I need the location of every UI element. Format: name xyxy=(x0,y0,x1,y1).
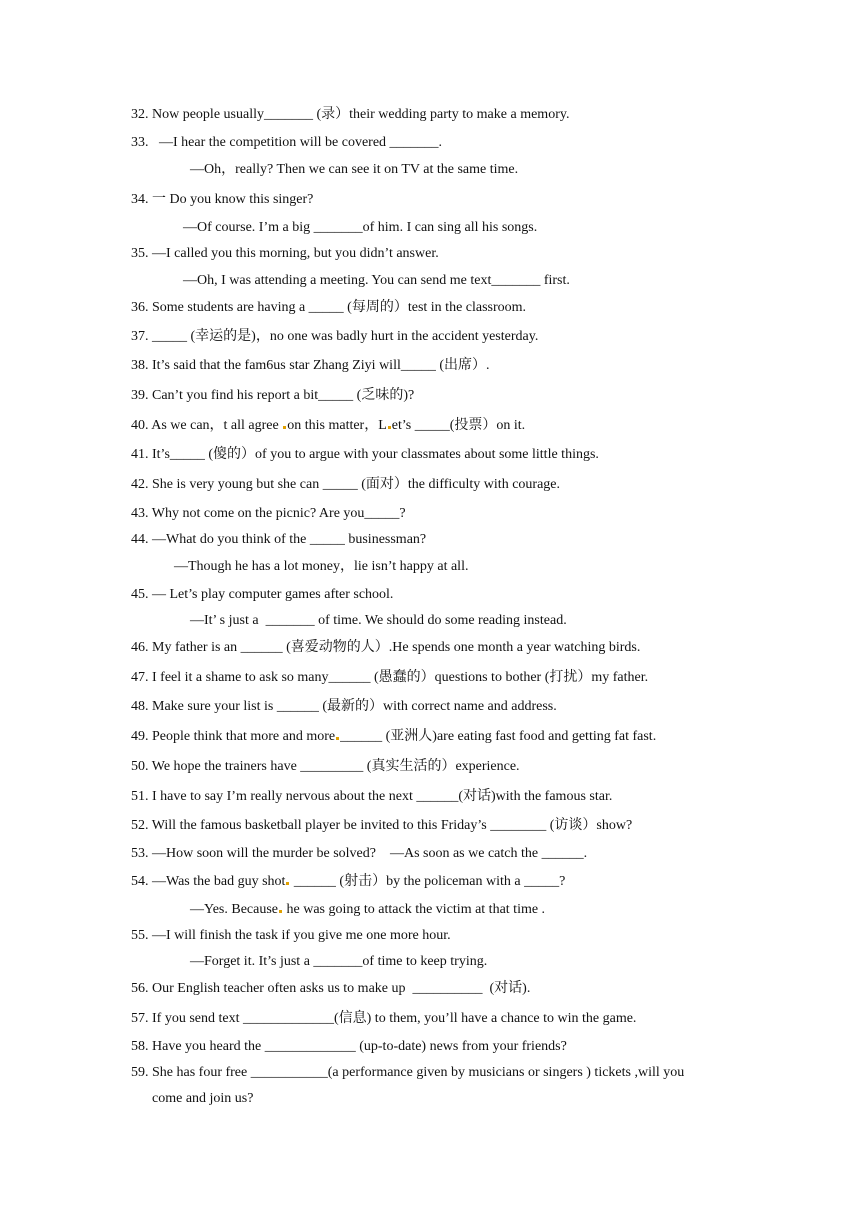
question-33-reply: —Oh，really? Then we can see it on TV at the same time. xyxy=(190,162,519,177)
question-37: 37. _____ (幸运的是)，no one was badly hurt in the accident yesterday. xyxy=(131,329,539,344)
question-39: 39. Can’t you find his report a bit_____ (乏味的)? xyxy=(131,388,415,403)
question-59-continued: come and join us? xyxy=(152,1091,254,1106)
question-52: 52. Will the famous basketball player be invited to this Friday’s ________ (访谈）show? xyxy=(131,818,633,833)
question-57: 57. If you send text _____________(信息) to them, you’ll have a chance to win the game. xyxy=(131,1011,637,1026)
question-36: 36. Some students are having a _____ (每周的）test in the classroom. xyxy=(131,300,527,315)
question-49: 49. People think that more and more ______ (亚洲人)are eating fast food and getting fat fast. xyxy=(131,729,657,744)
question-43: 43. Why not come on the picnic? Are you_____? xyxy=(131,506,406,521)
question-44: 44. —What do you think of the _____ businessman? xyxy=(131,532,427,547)
question-34-reply: —Of course. I’m a big _______of him. I can sing all his songs. xyxy=(183,220,538,235)
question-56: 56. Our English teacher often asks us to make up __________ (对话). xyxy=(131,981,531,996)
question-54: 54. —Was the bad guy shot ______ (射击）by the policeman with a _____? xyxy=(131,874,566,889)
question-46: 46. My father is an ______ (喜爱动物的人）.He spends one month a year watching birds. xyxy=(131,640,641,655)
highlight-mark xyxy=(336,737,339,740)
question-45-reply: —It’ s just a _______ of time. We should do some reading instead. xyxy=(190,613,567,628)
question-59: 59. She has four free ___________(a performance given by musicians or singers ) tickets ,will you xyxy=(131,1065,685,1080)
question-53: 53. —How soon will the murder be solved? —As soon as we catch the ______. xyxy=(131,846,588,861)
question-50: 50. We hope the trainers have _________ (真实生活的）experience. xyxy=(131,759,520,774)
question-35-reply: —Oh, I was attending a meeting. You can send me text_______ first. xyxy=(183,273,570,288)
question-41: 41. It’s_____ (傻的）of you to argue with your classmates about some little things. xyxy=(131,447,599,462)
question-55-reply: —Forget it. It’s just a _______of time to keep trying. xyxy=(190,954,488,969)
question-47: 47. I feel it a shame to ask so many______ (愚蠢的）questions to bother (打扰）my father. xyxy=(131,670,649,685)
highlight-mark xyxy=(286,882,289,885)
question-48: 48. Make sure your list is ______ (最新的）with correct name and address. xyxy=(131,699,557,714)
question-35: 35. —I called you this morning, but you didn’t answer. xyxy=(131,246,439,261)
question-51: 51. I have to say I’m really nervous about the next ______(对话)with the famous star. xyxy=(131,789,613,804)
question-44-reply: —Though he has a lot money，lie isn’t happy at all. xyxy=(174,559,469,574)
question-38: 38. It’s said that the fam6us star Zhang Ziyi will_____ (出席）. xyxy=(131,358,490,373)
question-54-reply: —Yes. Because he was going to attack the victim at that time . xyxy=(190,902,546,917)
highlight-mark xyxy=(283,426,286,429)
highlight-mark xyxy=(279,910,282,913)
question-42: 42. She is very young but she can _____ (面对）the difficulty with courage. xyxy=(131,477,560,492)
question-40: 40. As we can，t all agree on this matter，L et’s _____(投票）on it. xyxy=(131,418,526,433)
highlight-mark xyxy=(388,426,391,429)
question-55: 55. —I will finish the task if you give me one more hour. xyxy=(131,928,451,943)
question-33: 33. —I hear the competition will be covered _______. xyxy=(131,135,443,150)
question-32: 32. Now people usually_______ (录）their wedding party to make a memory. xyxy=(131,107,570,122)
question-45: 45. — Let’s play computer games after school. xyxy=(131,587,394,602)
question-34: 34. 一 Do you know this singer? xyxy=(131,192,314,207)
question-58: 58. Have you heard the _____________ (up-to-date) news from your friends? xyxy=(131,1039,567,1054)
